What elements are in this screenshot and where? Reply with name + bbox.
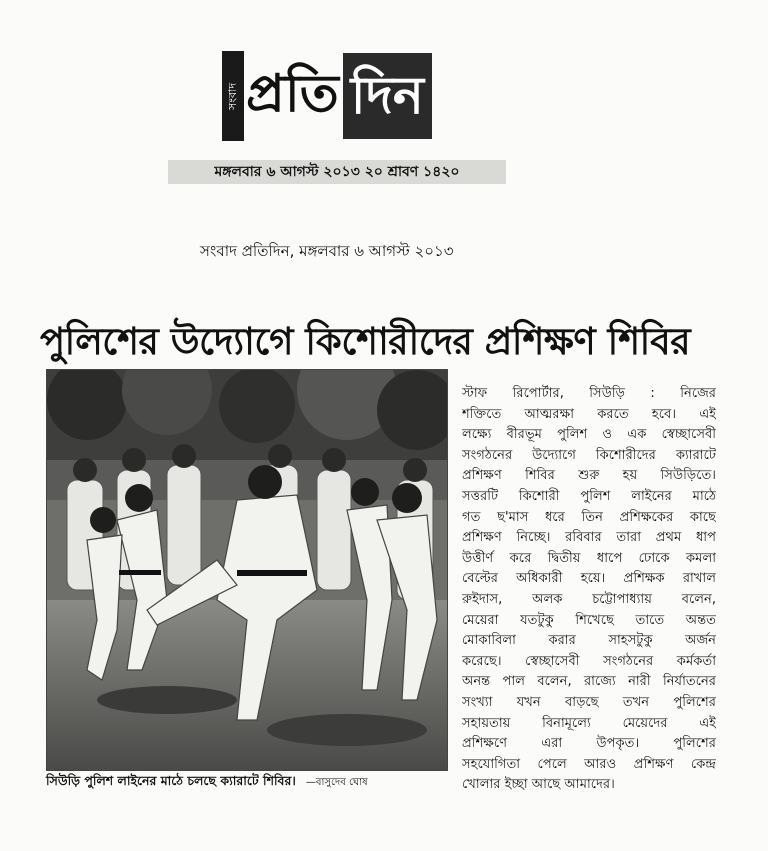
article-line: খোলার ইচ্ছা আছে আমাদের। [462, 777, 615, 793]
article-line: উত্তীর্ণ করে দ্বিতীয় ধাপে ঢোকে কমলা [462, 550, 716, 566]
karate-training-photo [47, 370, 447, 770]
photo-caption-row [46, 773, 456, 793]
article-line: মেয়েরা যতটুকু শিখেছে তাতে অন্তত [462, 612, 716, 628]
article-line: প্রশিক্ষণ শিবির শুরু হয় সিউড়িতে। [462, 468, 716, 484]
article-line: প্রশিক্ষণ নিচ্ছে। রবিবার তারা প্রথম ধাপ [462, 530, 716, 546]
masthead-title [246, 47, 480, 145]
article-line: সহায়তায় বিনামূল্যে মেয়েদের এই [462, 715, 716, 731]
masthead-title-dark: দিন [343, 53, 432, 139]
news-photo [46, 369, 448, 771]
photo-caption: সিউড়ি পুলিশ লাইনের মাঠে চলছে ক্যারাটে শিবির। [46, 773, 296, 788]
article-line: প্রশিক্ষণে এরা উপকৃত। পুলিশের [462, 736, 716, 752]
article-body [462, 384, 716, 796]
article-line: সহযোগিতা পেলে আরও প্রশিক্ষণ কেন্দ্র [462, 756, 716, 772]
paper-dateline: সংবাদ প্রতিদিন, মঙ্গলবার ৬ আগস্ট ২০১৩ [200, 242, 454, 260]
article-line: রুইদাস, অলক চট্টোপাধ্যায় বলেন, [462, 591, 716, 607]
masthead-small-label: সংবাদ [222, 51, 244, 141]
headline: পুলিশের উদ্যোগে কিশোরীদের প্রশিক্ষণ শিবির [40, 320, 691, 363]
article-line: করেছে। স্বেচ্ছাসেবী সংগঠনের কর্মকর্তা [462, 653, 716, 669]
masthead [222, 47, 480, 145]
article-line: শক্তিতে আত্মরক্ষা করতে হবে। এই [462, 406, 716, 422]
masthead-title-light: প্রতি [246, 62, 339, 124]
article-line: মোকাবিলা করার সাহসটুকু অর্জন [462, 633, 716, 649]
article-line: লক্ষ্যে বীরভূম পুলিশ ও এক স্বেচ্ছাসেবী [462, 427, 716, 443]
article-line: অনন্ত পাল বলেন, রাজ্যে নারী নির্যাতনের [462, 674, 716, 690]
dateline: মঙ্গলবার ৬ আগস্ট ২০১৩ ২০ শ্রাবণ ১৪২০ [168, 160, 506, 184]
photo-credit: —বাসুদেব ঘোষ [305, 777, 368, 788]
article-line: সংখ্যা যখন বাড়ছে তখন পুলিশের [462, 694, 716, 710]
article-line: স্টাফ রিপোর্টার, সিউড়ি : নিজের [462, 386, 716, 401]
article-line: সংগঠনের উদ্যোগে কিশোরীদের ক্যারাটে [462, 447, 716, 463]
article-line: সত্তরটি কিশোরী পুলিশ লাইনের মাঠে [462, 488, 716, 504]
article-line: গত ছ'মাস ধরে তিন প্রশিক্ষকের কাছে [462, 509, 716, 525]
article-line: বেল্টের অধিকারী হয়ে। প্রশিক্ষক রাখাল [462, 571, 716, 587]
